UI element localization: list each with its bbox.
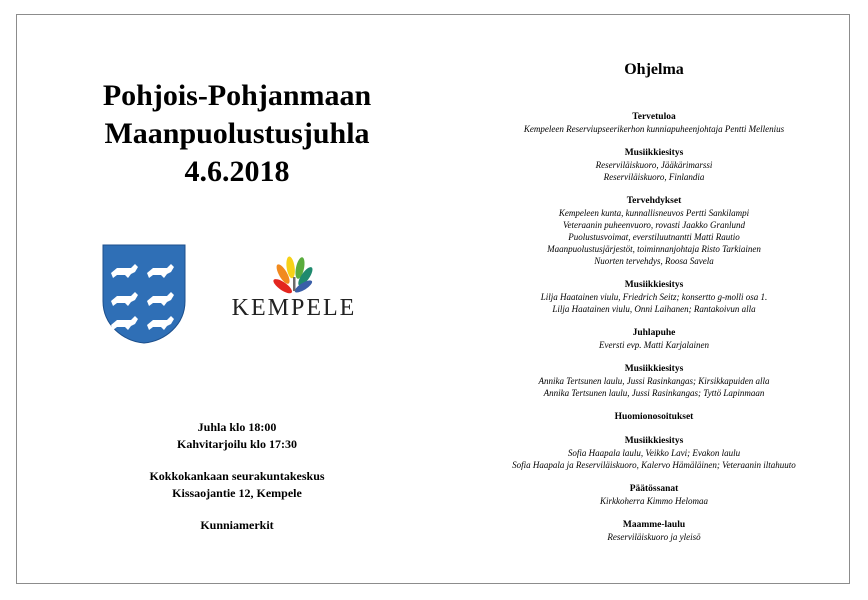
program-section-title: Päätössanat [629, 484, 679, 494]
document-page [16, 14, 850, 584]
info-venue: Kokkokankaan seurakuntakeskus [149, 469, 325, 483]
info-spacer [17, 502, 457, 517]
info-coffee: Kahvitarjoilu klo 17:30 [176, 437, 297, 451]
program-section-line: Lilja Haatainen viulu, Friedrich Seitz; konsertto g-molli osa 1. [540, 292, 768, 302]
program-section-title: Musiikkiesitys [624, 436, 684, 446]
program-section [457, 279, 851, 315]
info-medals: Kunniamerkit [200, 518, 274, 532]
program-section-line: Nuorten tervehdys, Roosa Savela [594, 256, 714, 266]
kempele-wordmark: KEMPELE [231, 295, 357, 321]
program-section-title: Huomionosoitukset [614, 412, 694, 422]
program-section-line: Reserviläiskuoro ja yleisö [607, 532, 701, 542]
info-spacer [17, 453, 457, 468]
info-time: Juhla klo 18:00 [197, 420, 277, 434]
program-section [457, 435, 851, 471]
program-section [457, 327, 851, 351]
program-section-line: Puolustusvoimat, everstiluutnantti Matti Rautio [568, 232, 740, 242]
title-line-event: Maanpuolustusjuhla [104, 117, 370, 150]
program-section [457, 147, 851, 183]
event-title [17, 77, 457, 191]
program-section-title: Maamme-laulu [622, 520, 686, 530]
program-section-title: Musiikkiesitys [624, 148, 684, 158]
program-section-line: Eversti evp. Matti Karjalainen [599, 340, 709, 350]
program-section-line: Kirkkoherra Kimmo Helomaa [600, 496, 708, 506]
program-section-line: Annika Tertsunen laulu, Jussi Rasinkangas; Kirsikkapuiden alla [538, 376, 770, 386]
program-section [457, 411, 851, 423]
program-section-title: Musiikkiesitys [624, 364, 684, 374]
coat-of-arms-icon [101, 243, 187, 345]
program-section-line: Reserviläiskuoro, Jääkärimarssi [595, 160, 713, 170]
program-section-line: Sofia Haapala laulu, Veikko Lavi; Evakon laulu [567, 448, 741, 458]
program-section-line: Maanpuolustusjärjestöt, toiminnanjohtaja Risto Tarkiainen [547, 244, 761, 254]
program-section-line: Veteraanin puheenvuoro, rovasti Jaakko Granlund [562, 220, 746, 230]
kempele-logo [229, 255, 359, 325]
program-section-line: Kempeleen kunta, kunnallisneuvos Pertti Sankilampi [558, 208, 750, 218]
title-line-date: 4.6.2018 [184, 155, 290, 188]
program-section [457, 483, 851, 507]
program-section-title: Musiikkiesitys [624, 280, 684, 290]
info-address: Kissaojantie 12, Kempele [172, 486, 302, 500]
program-section-line: Reserviläiskuoro, Finlandia [603, 172, 705, 182]
program-section-title: Tervetuloa [632, 112, 676, 122]
program-section [457, 519, 851, 543]
program-panel [457, 15, 851, 583]
program-section-line: Kempeleen Reserviupseerikerhon kunniapuheenjohtaja Pentti Mellenius [523, 124, 785, 134]
program-section-line: Sofia Haapala ja Reserviläiskuoro, Kalervo Hämäläinen; Veteraanin iltahuuto [512, 460, 796, 470]
event-info [17, 419, 457, 534]
program-section [457, 363, 851, 399]
program-section-title: Tervehdykset [626, 196, 682, 206]
program-heading: Ohjelma [624, 61, 684, 78]
program-section [457, 111, 851, 135]
program-section-line: Lilja Haatainen viulu, Onni Laihanen; Rantakoivun alla [552, 304, 756, 314]
tree-icon [229, 255, 359, 295]
program-section-line: Annika Tertsunen laulu, Jussi Rasinkangas; Tyttö Lapinmaan [543, 388, 765, 398]
program-section [457, 195, 851, 267]
title-line-region: Pohjois-Pohjanmaan [102, 79, 372, 112]
left-panel [17, 15, 457, 583]
program-list [457, 111, 851, 555]
program-section-title: Juhlapuhe [632, 328, 676, 338]
